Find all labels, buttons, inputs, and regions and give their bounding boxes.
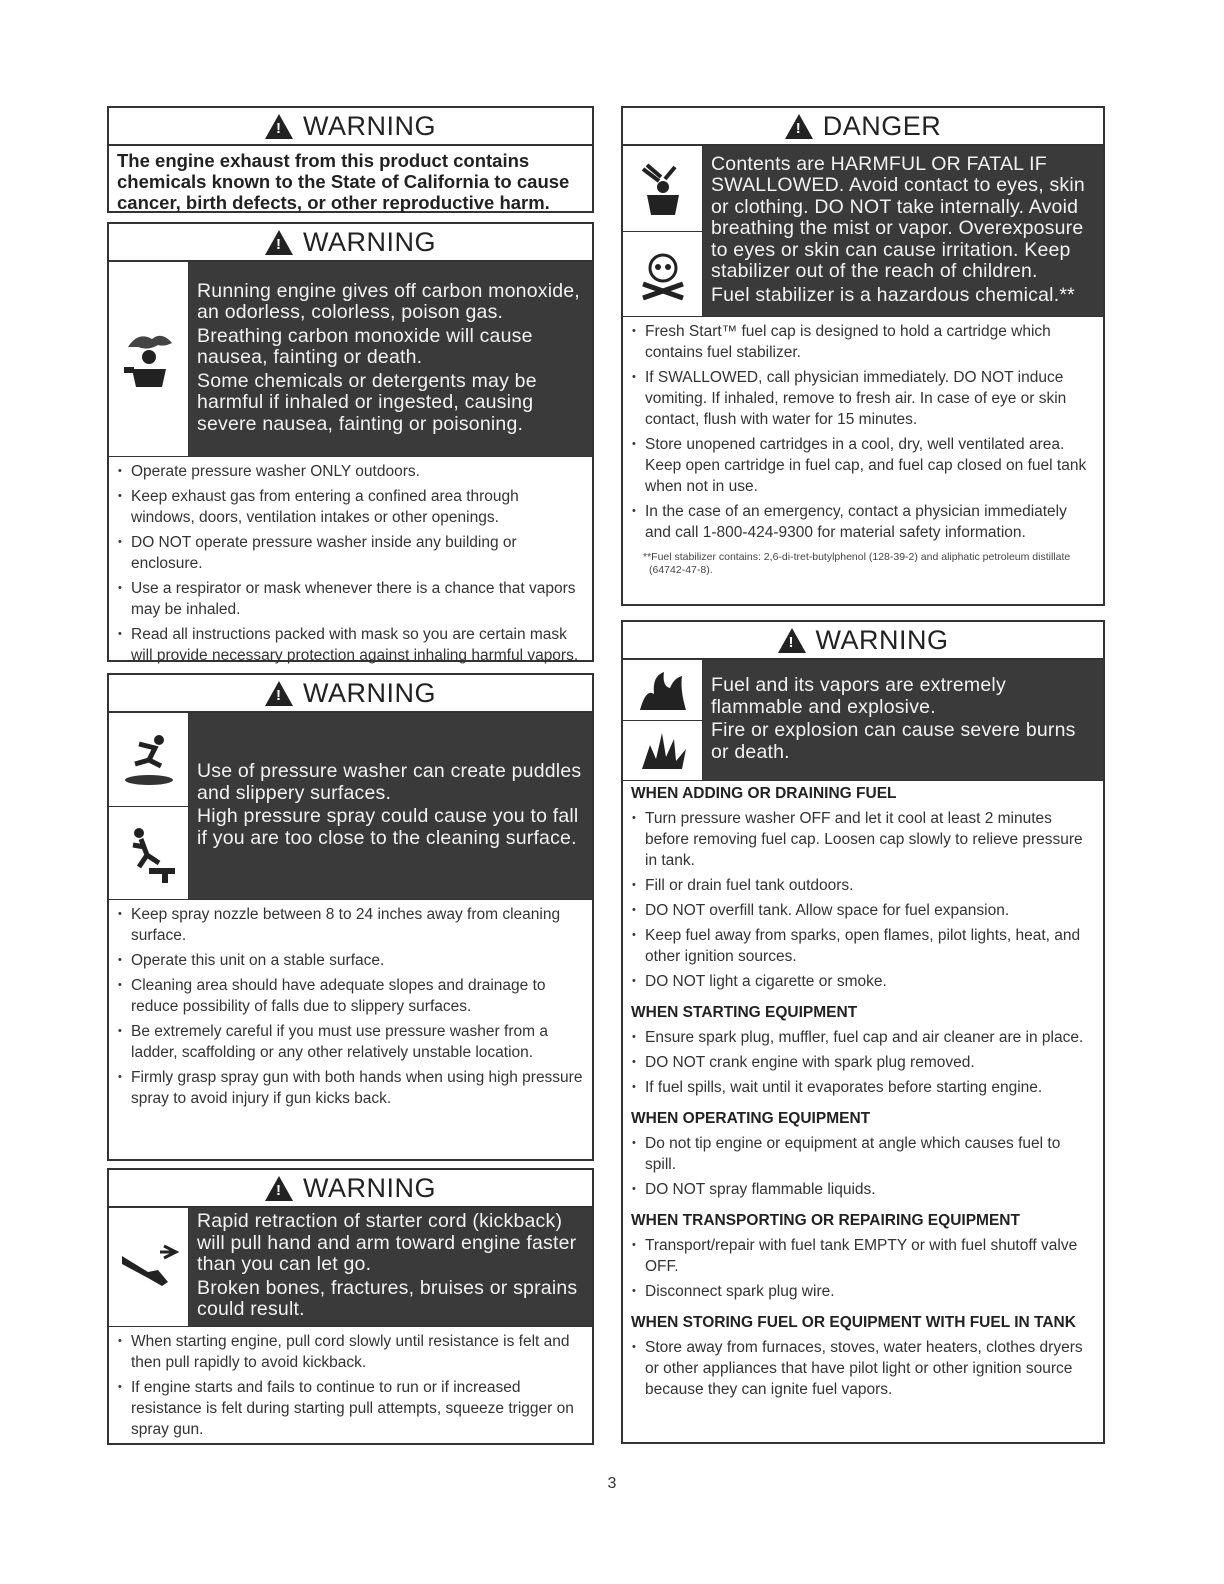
- warning-header: [109, 108, 592, 146]
- warning-title: WARNING: [815, 624, 949, 655]
- list-item: • Transport/repair with fuel tank EMPTY or with fuel shutoff valve OFF.: [645, 1235, 1095, 1277]
- prop65-text: The engine exhaust from this product contains chemicals known to the State of California to cause cancer, birth defects, or other reproductive harm.: [117, 150, 570, 213]
- hazard-message: Use of pressure washer can create puddles and slippery surfaces. High pressure spray could cause you to fall if you are too close to the cleaning surface.: [189, 713, 592, 899]
- slip-fall-warning-box: [107, 673, 594, 1161]
- hazard-message: Rapid retraction of starter cord (kickback) will pull hand and arm toward engine faster than you can let go. Broken bones, fractures, bruises or sprains could result.: [189, 1208, 592, 1326]
- instruction-list: [623, 1333, 1103, 1408]
- kickback-hand-icon: [109, 1208, 189, 1326]
- list-item: • Be extremely careful if you must use pressure washer from a ladder, scaffolding or any other relatively unstable location.: [131, 1021, 584, 1063]
- list-item: • Keep exhaust gas from entering a confined area through windows, doors, ventilation intakes or other openings.: [131, 486, 584, 528]
- list-item: • Turn pressure washer OFF and let it cool at least 2 minutes before removing fuel cap. Loosen cap slowly to relieve pressure in tank.: [645, 808, 1095, 871]
- warning-title: WARNING: [303, 226, 436, 257]
- list-item: • DO NOT crank engine with spark plug removed.: [645, 1052, 1095, 1073]
- list-item: • Do not tip engine or equipment at angle which causes fuel to spill.: [645, 1133, 1095, 1175]
- warning-header: [623, 622, 1103, 660]
- list-item: • If SWALLOWED, call physician immediately. DO NOT induce vomiting. If inhaled, remove to fresh air. In case of eye or skin contact, flush with water for 15 minutes.: [645, 367, 1095, 430]
- list-item: • If fuel spills, wait until it evaporates before starting engine.: [645, 1077, 1095, 1098]
- danger-title: DANGER: [822, 110, 942, 141]
- alert-triangle-icon: !: [265, 230, 293, 255]
- alert-triangle-icon: !: [778, 628, 806, 653]
- hazard-message: Fuel and its vapors are extremely flammable and explosive. Fire or explosion can cause severe burns or death.: [703, 660, 1103, 780]
- list-item: • In the case of an emergency, contact a physician immediately and call 1-800-424-9300 for material safety information.: [645, 501, 1095, 543]
- alert-triangle-icon: !: [785, 114, 813, 139]
- section-heading: WHEN STORING FUEL OR EQUIPMENT WITH FUEL IN TANK: [631, 1314, 1076, 1331]
- list-item: • Ensure spark plug, muffler, fuel cap and air cleaner are in place.: [645, 1027, 1095, 1048]
- section-heading: WHEN OPERATING EQUIPMENT: [631, 1110, 871, 1127]
- alert-triangle-icon: !: [265, 681, 293, 706]
- instruction-list: [109, 900, 592, 1117]
- fuel-fire-warning-box: [621, 620, 1105, 1444]
- footnote: **Fuel stabilizer contains: 2,6-di-tret-butylphenol (128-39-2) and aliphatic petroleum distillate (64742-47-8).: [643, 551, 1071, 576]
- list-item: • Read all instructions packed with mask so you are certain mask will provide necessary protection against inhaling harmful vapors.: [131, 624, 584, 666]
- list-item: • Disconnect spark plug wire.: [645, 1281, 1095, 1302]
- hazard-message: Running engine gives off carbon monoxide, an odorless, colorless, poison gas. Breathing carbon monoxide will cause nausea, fainting or death. Some chemicals or detergents may be harmful if inhaled or ingested, causing severe nausea, fainting or poisoning.: [189, 262, 592, 456]
- warning-title: WARNING: [303, 677, 436, 708]
- list-item: • Store away from furnaces, stoves, water heaters, clothes dryers or other appliances that have pilot light or other ignition source because they can ignite fuel vapors.: [645, 1337, 1095, 1400]
- alert-triangle-icon: !: [265, 1176, 293, 1201]
- warning-title: WARNING: [303, 110, 436, 141]
- list-item: • DO NOT light a cigarette or smoke.: [645, 971, 1095, 992]
- danger-header: [623, 108, 1103, 146]
- skull-crossbones-icon: [623, 231, 703, 316]
- warning-header: [109, 675, 592, 713]
- instruction-list: [623, 804, 1103, 1000]
- fuel-stabilizer-danger-box: [621, 106, 1105, 606]
- carbon-monoxide-warning-box: [107, 222, 594, 662]
- list-item: • When starting engine, pull cord slowly until resistance is felt and then pull rapidly to avoid kickback.: [131, 1331, 584, 1373]
- warning-header: [109, 1170, 592, 1208]
- kickback-warning-box: [107, 1168, 594, 1445]
- section-heading: WHEN STARTING EQUIPMENT: [631, 1004, 858, 1021]
- section-heading: WHEN TRANSPORTING OR REPAIRING EQUIPMENT: [631, 1212, 1020, 1229]
- page-number: 3: [607, 1475, 617, 1492]
- list-item: • Keep fuel away from sparks, open flames, pilot lights, heat, and other ignition sources.: [645, 925, 1095, 967]
- list-item: • DO NOT overfill tank. Allow space for fuel expansion.: [645, 900, 1095, 921]
- list-item: • Cleaning area should have adequate slopes and drainage to reduce possibility of falls due to slippery surfaces.: [131, 975, 584, 1017]
- list-item: • If engine starts and fails to continue to run or if increased resistance is felt during starting pull attempts, squeeze trigger on spray gun.: [131, 1377, 584, 1440]
- list-item: • Store unopened cartridges in a cool, dry, well ventilated area. Keep open cartridge in fuel cap, and fuel cap closed on fuel tank when not in use.: [645, 434, 1095, 497]
- toxic-fumes-icon: [109, 262, 189, 456]
- warning-title: WARNING: [303, 1172, 436, 1203]
- list-item: • Operate this unit on a stable surface.: [131, 950, 584, 971]
- list-item: • Use a respirator or mask whenever there is a chance that vapors may be inhaled.: [131, 578, 584, 620]
- warning-header: [109, 224, 592, 262]
- instruction-list: [623, 1129, 1103, 1208]
- explosion-icon: [623, 720, 703, 780]
- instruction-list: [623, 317, 1103, 551]
- list-item: • Fresh Start™ fuel cap is designed to hold a cartridge which contains fuel stabilizer.: [645, 321, 1095, 363]
- fall-hazard-icon: [109, 806, 189, 899]
- slip-hazard-icon: [109, 713, 189, 806]
- instruction-list: [623, 1231, 1103, 1310]
- alert-triangle-icon: !: [265, 114, 293, 139]
- list-item: • Fill or drain fuel tank outdoors.: [645, 875, 1095, 896]
- list-item: • Keep spray nozzle between 8 to 24 inches away from cleaning surface.: [131, 904, 584, 946]
- chemical-burn-icon: [623, 146, 703, 231]
- section-heading: WHEN ADDING OR DRAINING FUEL: [631, 785, 897, 802]
- instruction-list: [109, 457, 592, 674]
- instruction-list: [109, 1327, 592, 1448]
- fire-icon: [623, 660, 703, 720]
- list-item: • DO NOT spray flammable liquids.: [645, 1179, 1095, 1200]
- list-item: • Firmly grasp spray gun with both hands when using high pressure spray to avoid injury if gun kicks back.: [131, 1067, 584, 1109]
- prop65-warning-box: [107, 106, 594, 213]
- instruction-list: [623, 1023, 1103, 1106]
- list-item: • Operate pressure washer ONLY outdoors.: [131, 461, 584, 482]
- list-item: • DO NOT operate pressure washer inside any building or enclosure.: [131, 532, 584, 574]
- hazard-message: Contents are HARMFUL OR FATAL IF SWALLOWED. Avoid contact to eyes, skin or clothing. DO NOT take internally. Avoid breathing the mist or vapor. Overexposure to eyes or skin can cause irritation. Keep stabilizer out of the reach of children. Fuel stabilizer is a hazardous chemical.**: [703, 146, 1103, 316]
